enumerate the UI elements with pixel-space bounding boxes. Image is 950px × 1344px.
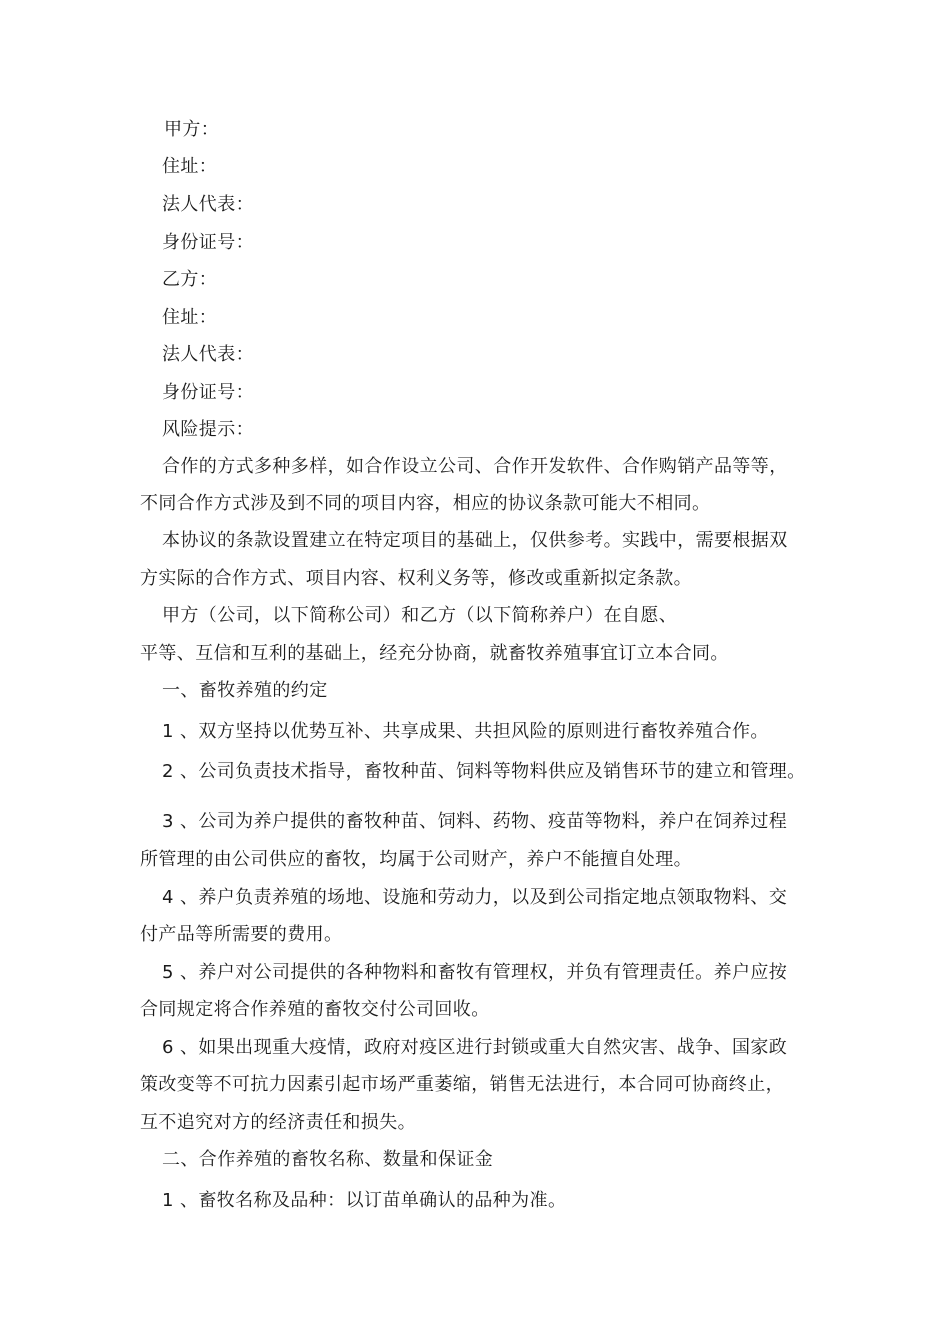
intro-line-1: 甲方（公司，以下简称公司）和乙方（以下简称养户）在自愿、 (162, 605, 678, 626)
section-1-item-6-line-3: 互不追究对方的经济责任和损失。 (140, 1112, 416, 1133)
risk-paragraph-2-line-2: 方实际的合作方式、项目内容、权利义务等，修改或重新拟定条款。 (140, 568, 692, 589)
section-1-item-6-line-1: 6 、如果出现重大疫情，政府对疫区进行封锁或重大自然灾害、战争、国家政 (162, 1037, 788, 1058)
party-b-id-label: 身份证号： (162, 382, 254, 403)
section-1-item-5-line-1: 5 、养户对公司提供的各种物料和畜牧有管理权，并负有管理责任。养户应按 (162, 962, 788, 983)
intro-line-2: 平等、互信和互利的基础上，经充分协商，就畜牧养殖事宜订立本合同。 (140, 643, 729, 664)
party-b-legal-rep-label: 法人代表： (162, 344, 254, 365)
section-1-title: 一、畜牧养殖的约定 (162, 680, 328, 701)
section-1-item-1: 1 、双方坚持以优势互补、共享成果、共担风险的原则进行畜牧养殖合作。 (162, 721, 769, 742)
section-1-item-5-line-2: 合同规定将合作养殖的畜牧交付公司回收。 (140, 999, 490, 1020)
party-a-legal-rep-label: 法人代表： (162, 194, 254, 215)
section-1-item-4-line-2: 付产品等所需要的费用。 (140, 924, 343, 945)
section-2-item-1: 1 、畜牧名称及品种：以订苗单确认的品种为准。 (162, 1190, 567, 1211)
section-1-item-6-line-2: 策改变等不可抗力因素引起市场严重萎缩，销售无法进行，本合同可协商终止， (140, 1074, 784, 1095)
section-1-item-3-line-1: 3 、公司为养户提供的畜牧种苗、饲料、药物、疫苗等物料，养户在饲养过程 (162, 811, 788, 832)
party-a-address-label: 住址： (162, 156, 218, 177)
party-a-id-label: 身份证号： (162, 232, 254, 253)
party-b-label: 乙方： (162, 269, 218, 290)
section-1-item-3-line-2: 所管理的由公司供应的畜牧，均属于公司财产，养户不能擅自处理。 (140, 849, 692, 870)
party-a-label: 甲方： (164, 119, 220, 140)
risk-paragraph-2-line-1: 本协议的条款设置建立在特定项目的基础上，仅供参考。实践中，需要根据双 (162, 530, 788, 551)
party-b-address-label: 住址： (162, 307, 218, 328)
risk-paragraph-1-line-2: 不同合作方式涉及到不同的项目内容，相应的协议条款可能大不相同。 (140, 493, 711, 514)
risk-title: 风险提示： (162, 419, 254, 440)
section-1-item-2: 2 、公司负责技术指导，畜牧种苗、饲料等物料供应及销售环节的建立和管理。 (162, 761, 806, 782)
risk-paragraph-1-line-1: 合作的方式多种多样，如合作设立公司、合作开发软件、合作购销产品等等， (162, 456, 788, 477)
section-2-title: 二、合作养殖的畜牧名称、数量和保证金 (162, 1149, 494, 1170)
section-1-item-4-line-1: 4 、养户负责养殖的场地、设施和劳动力，以及到公司指定地点领取物料、交 (162, 887, 788, 908)
